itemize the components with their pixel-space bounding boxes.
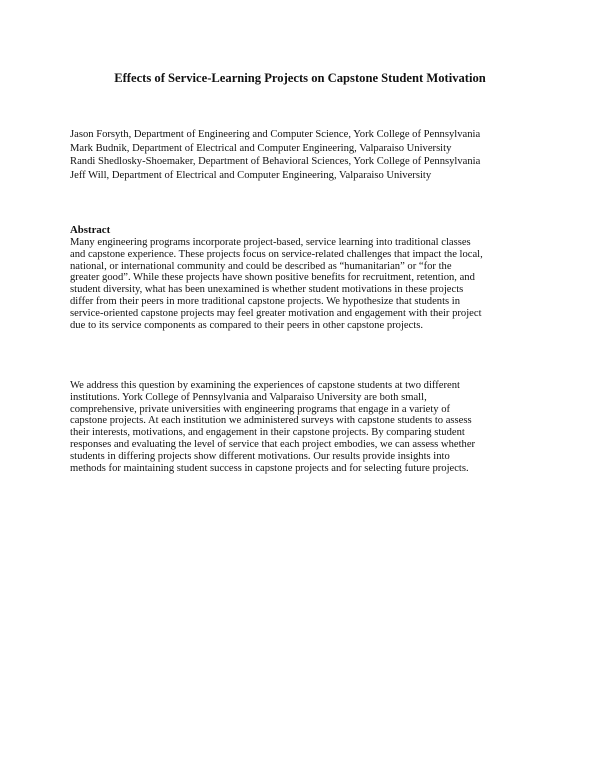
author-line: Mark Budnik, Department of Electrical and Computer Engineering, Valparaiso University <box>70 142 452 154</box>
author-line: Jeff Will, Department of Electrical and Computer Engineering, Valparaiso University <box>70 169 432 181</box>
text-line: methods for maintaining student success in capstone projects and for selecting future projects. <box>70 462 469 474</box>
text-line: comprehensive, private universities with engineering programs that engage in a variety of <box>70 403 451 415</box>
paper-title: Effects of Service-Learning Projects on Capstone Student Motivation <box>114 71 486 85</box>
abstract-heading: Abstract <box>70 224 111 236</box>
text-line: service-oriented capstone projects may feel greater motivation and engagement with their project <box>70 307 482 319</box>
author-line: Jason Forsyth, Department of Engineering and Computer Science, York College of Pennsylvania <box>70 129 481 140</box>
author-list <box>70 128 570 182</box>
text-line: capstone projects. At each institution we administered surveys with capstone students to assess <box>70 415 472 427</box>
text-line: students in differing projects show different motivations. Our results provide insights into <box>70 450 450 462</box>
text-line: differ from their peers in more traditional capstone projects. We hypothesize that students in <box>70 295 461 307</box>
text-line: institutions. York College of Pennsylvania and Valparaiso University are both small, <box>70 391 427 403</box>
text-line: their interests, motivations, and engagement in their capstone projects. By comparing student <box>70 427 465 439</box>
text-line: responses and evaluating the level of service that each project embodies, we can assess whether <box>70 438 476 450</box>
text-line: and capstone experience. These projects focus on service-related challenges that impact the local, <box>70 248 483 260</box>
abstract-paragraph-2 <box>70 380 540 474</box>
author-line: Randi Shedlosky-Shoemaker, Department of Behavioral Sciences, York College of Pennsylvania <box>70 156 481 168</box>
text-line: student diversity, what has been unexamined is whether student motivations in these projects <box>70 284 464 296</box>
text-line: national, or international community and could be described as “humanitarian” or “for the <box>70 260 452 272</box>
text-line: greater good”. While these projects have shown positive benefits for recruitment, retention, and <box>70 272 475 284</box>
text-line: We address this question by examining the experiences of capstone students at two different <box>70 380 460 391</box>
text-line: due to its service components as compared to their peers in other capstone projects. <box>70 319 424 331</box>
text-line: Many engineering programs incorporate project-based, service learning into traditional classes <box>70 237 471 248</box>
abstract-paragraph-1 <box>70 237 540 331</box>
